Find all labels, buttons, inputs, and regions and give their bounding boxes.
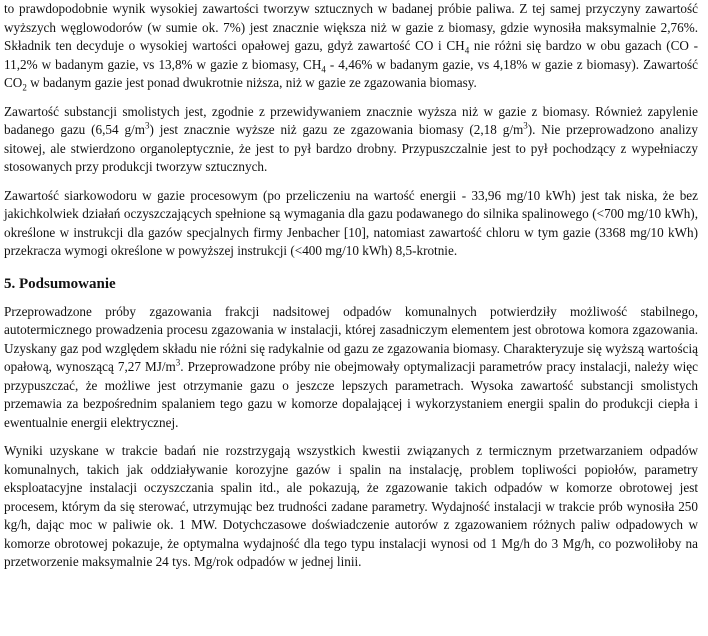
paragraph-p4 [4,303,698,433]
paragraph-text: - 4,46% w badanym gazie, vs 4,18% w gazie z biomasy). Zawartość CO [4,56,698,90]
paragraph-text: nie różni się bardzo w obu gazach (CO - 11,2% w badanym gazie, vs 13,8% w gazie z biomasy, CH [4,38,698,72]
paragraph-p3 [4,187,698,261]
paragraph-text: Zawartość siarkowodoru w gazie procesowym (po przeliczeniu na wartość energii - 33,96 mg/10 kWh) jest tak niska, że bez jakichkolwiek działań oczyszczających spełnione są wymagania dla gazu podawanego do silnika spalinowego (<700 mg/10 kWh), określone w instrukcji dla gazów specjalnych firmy Jenbacher [10], natomiast zawartość chloru w tym gazie (3368 mg/10 kWh) przekracza wymogi określone w powyższej instrukcji (<400 mg/10 kWh) 8,5-krotnie. [4,187,698,258]
paragraph-text: to prawdopodobnie wynik wysokiej zawartości tworzyw sztucznych w badanej próbie paliwa. Z tej samej przyczyny zawartość wyższych węglowodorów (w sumie ok. 7%) jest znacznie większa niż w gazie z biomasy, gdzie wynosiła maksymalnie 2,76%. Składnik ten decyduje o wysokiej wartości opałowej gazu, gdyż zawartość CO i CH [4,1,698,53]
paragraph-text: Przeprowadzone próby zgazowania frakcji nadsitowej odpadów komunalnych potwierdziły możliwość stabilnego, autotermicznego prowadzenia procesu zgazowania w instalacji, której zasadniczym elementem jest obrotowa komora zgazowania. Uzyskany gaz pod względem składu nie różni się radykalnie od gazu ze zgazowania biomasy. Charakteryzuje się wyższą wartością opałową, wynoszącą 7,27 MJ/m [4,303,698,374]
paragraph-p2 [4,103,698,177]
paragraph-text: Wyniki uzyskane w trakcie badań nie rozstrzygają wszystkich kwestii związanych z termicznym przetwarzaniem odpadów komunalnych, takich jak oddziaływanie korozyjne gazów i spalin na instalację, problem topliwości popiołów, parametry eksploatacyjne instalacji oczyszczania spalin itd., ale pokazują, że zgazowanie takich odpadów w komorze obrotowej jest procesem, którym da się sterować, utrzymując bez trudności zadane parametry. Wydajność instalacji w trakcie prób wynosiła 250 kg/h, dając moc w paliwie ok. 1 MW. Dotychczasowe doświadczenie autorów z zgazowaniem różnych paliw odpadowych w komorze obrotowej pokazuje, że optymalna wydajność dla tego typu instalacji wynosi od 1 Mg/h do 3 Mg/h, co pozwoliłoby na przetworzenie maksymalnie 24 tys. Mg/rok odpadów w jednej linii. [4,443,698,569]
subscript: 4 [464,45,470,56]
section-body-after [4,303,698,572]
paragraph-p5 [4,442,698,572]
section-body-before [4,0,698,261]
paragraph-p1 [4,0,698,93]
subscript: 4 [321,64,326,75]
paragraph-text: ). Nie przeprowadzono analizy sitowej, ale stwierdzono organoleptycznie, że jest to pył bardzo drobny. Przypuszczalnie jest to pył pochodzący z wypełniaczy stosowanych przy produkcji tworzyw sztucznych. [4,122,698,174]
subscript: 2 [22,82,27,93]
paragraph-text: Zawartość substancji smolistych jest, zgodnie z przewidywaniem znacznie wyższa niż w gazie z biomasy. Również zapylenie badanego gazu (6,54 g/m [4,103,698,137]
superscript: 3 [175,357,181,368]
superscript: 3 [144,120,150,131]
paragraph-text: ) jest znacznie wyższe niż gazu ze zgazowania biomasy (2,18 g/m [149,122,524,137]
paragraph-text: . Przeprowadzone próby nie obejmowały optymalizacji parametrów pracy instalacji, należy więc przypuszczać, że możliwe jest otrzymanie gazu o jeszcze lepszych parametrach. Wysoka zawartość substancji smolistych przemawia za bezpośrednim spalaniem tego gazu w komorze dopalającej i wykorzystaniem energii spalin do produkcji ciepła i ewentualnie energii elektrycznej. [4,359,698,430]
paragraph-text: w badanym gazie jest ponad dwukrotnie niższa, niż w gazie ze zgazowania biomasy. [26,75,477,90]
superscript: 3 [523,120,528,131]
document-page [4,0,698,582]
section-heading: 5. Podsumowanie [4,275,116,292]
